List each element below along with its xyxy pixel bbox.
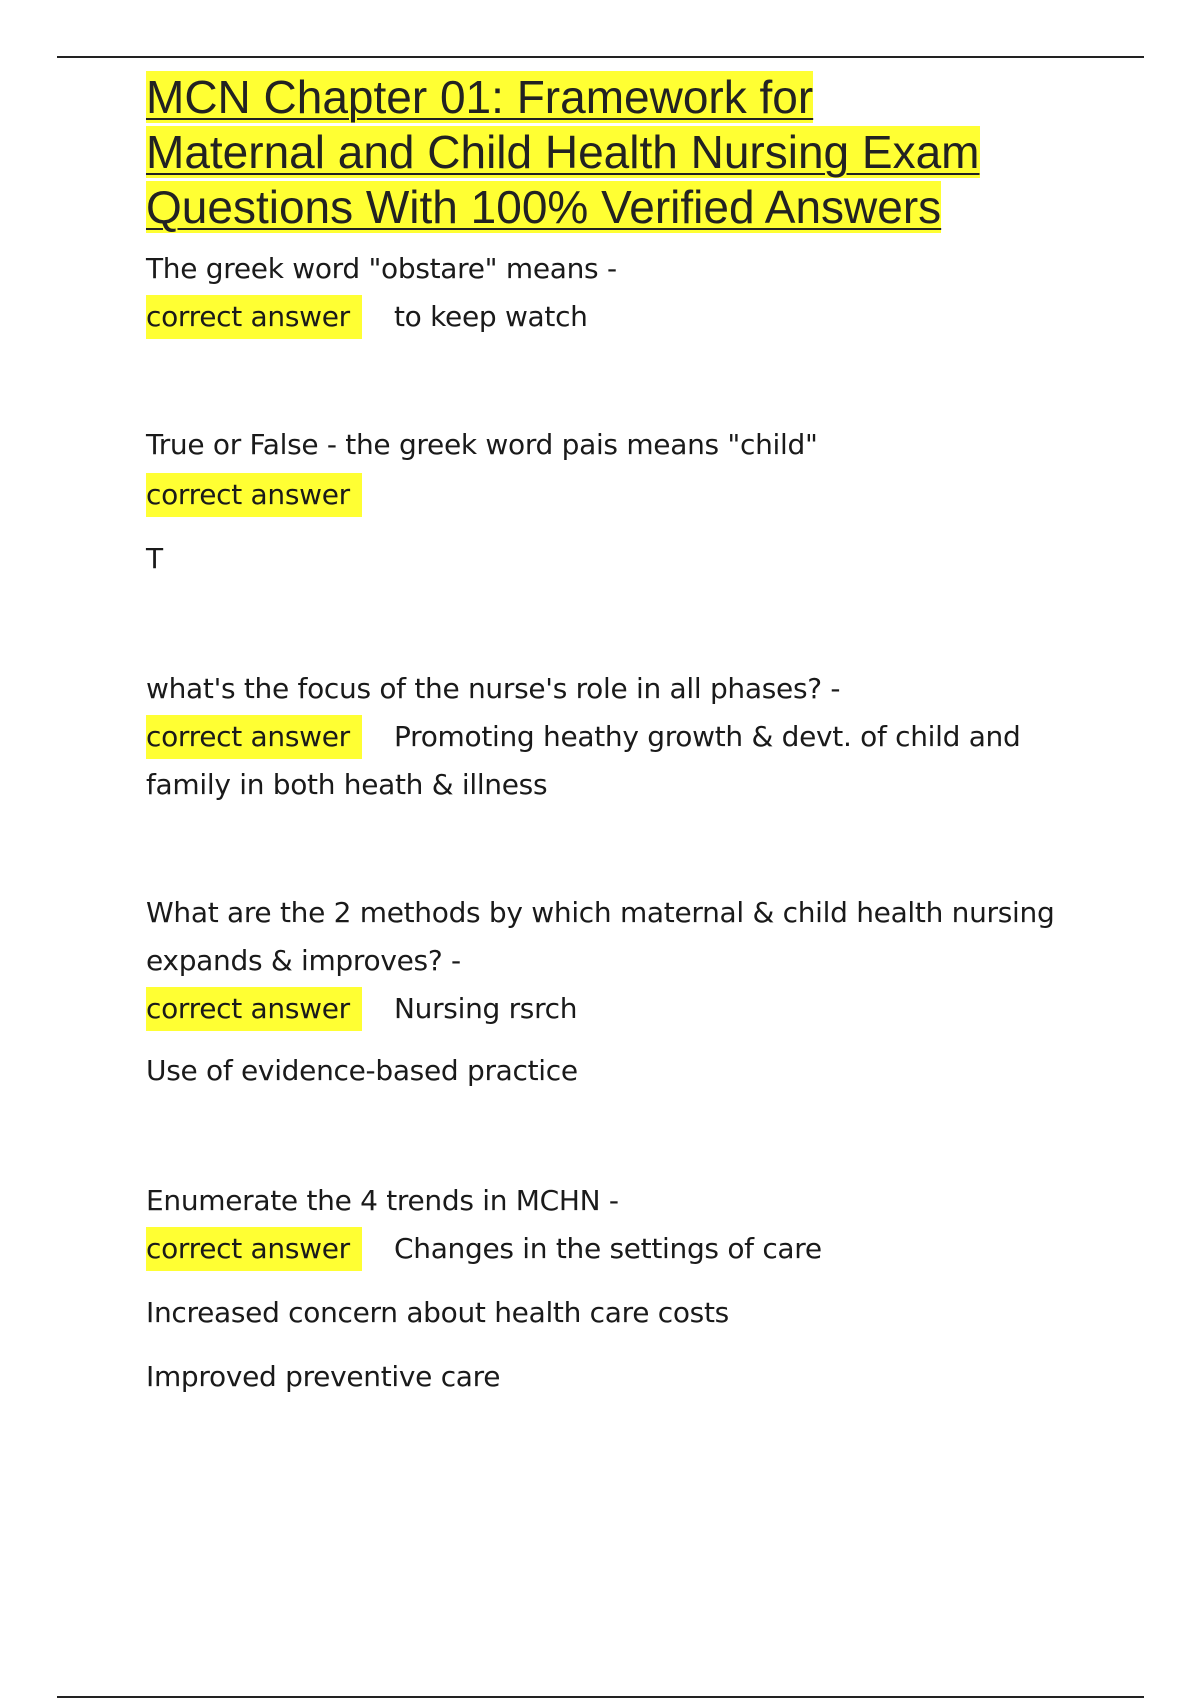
qa-item-3 [146, 665, 1076, 809]
answer-line [146, 293, 1076, 341]
answer-line [146, 471, 1076, 519]
qa-item-1 [146, 245, 1076, 341]
answer-text: Changes in the settings of care [394, 1232, 822, 1265]
title-line-1: MCN Chapter 01: Framework for [146, 71, 814, 123]
answer-text: Nursing rsrch [394, 992, 578, 1025]
answer-continued: family in both heath & illness [146, 768, 548, 801]
question-text: Enumerate the 4 trends in MCHN - [146, 1184, 619, 1217]
header-rule [57, 56, 1144, 58]
answer-text: Promoting heathy growth & devt. of child and [394, 720, 1021, 753]
answer-extra-line: T [146, 542, 163, 575]
answer-line [146, 713, 1076, 761]
question-text: what's the focus of the nurse's role in all phases? - [146, 672, 841, 705]
qa-item-4 [146, 889, 1076, 1095]
correct-answer-label: correct answer [146, 987, 362, 1031]
answer-text: to keep watch [394, 300, 588, 333]
document-title [146, 70, 1076, 235]
qa-item-5 [146, 1177, 1076, 1401]
question-text: True or False - the greek word pais means "child" [146, 428, 818, 461]
document-body [146, 70, 1076, 1401]
question-text-line-1: What are the 2 methods by which maternal & child health nursing [146, 896, 1055, 929]
qa-item-2 [146, 421, 1076, 583]
question-text-line-2: expands & improves? - [146, 944, 461, 977]
answer-line [146, 1225, 1076, 1273]
answer-extra-line: Improved preventive care [146, 1360, 501, 1393]
correct-answer-label: correct answer [146, 473, 362, 517]
correct-answer-label: correct answer [146, 1227, 362, 1271]
question-text: The greek word "obstare" means - [146, 252, 617, 285]
correct-answer-label: correct answer [146, 295, 362, 339]
correct-answer-label: correct answer [146, 715, 362, 759]
footer-rule [57, 1696, 1144, 1698]
answer-extra-line: Use of evidence-based practice [146, 1054, 578, 1087]
answer-line [146, 985, 1076, 1033]
title-line-2: Maternal and Child Health Nursing Exam [146, 126, 980, 178]
title-line-3: Questions With 100% Verified Answers [146, 181, 942, 233]
answer-extra-line: Increased concern about health care costs [146, 1296, 729, 1329]
